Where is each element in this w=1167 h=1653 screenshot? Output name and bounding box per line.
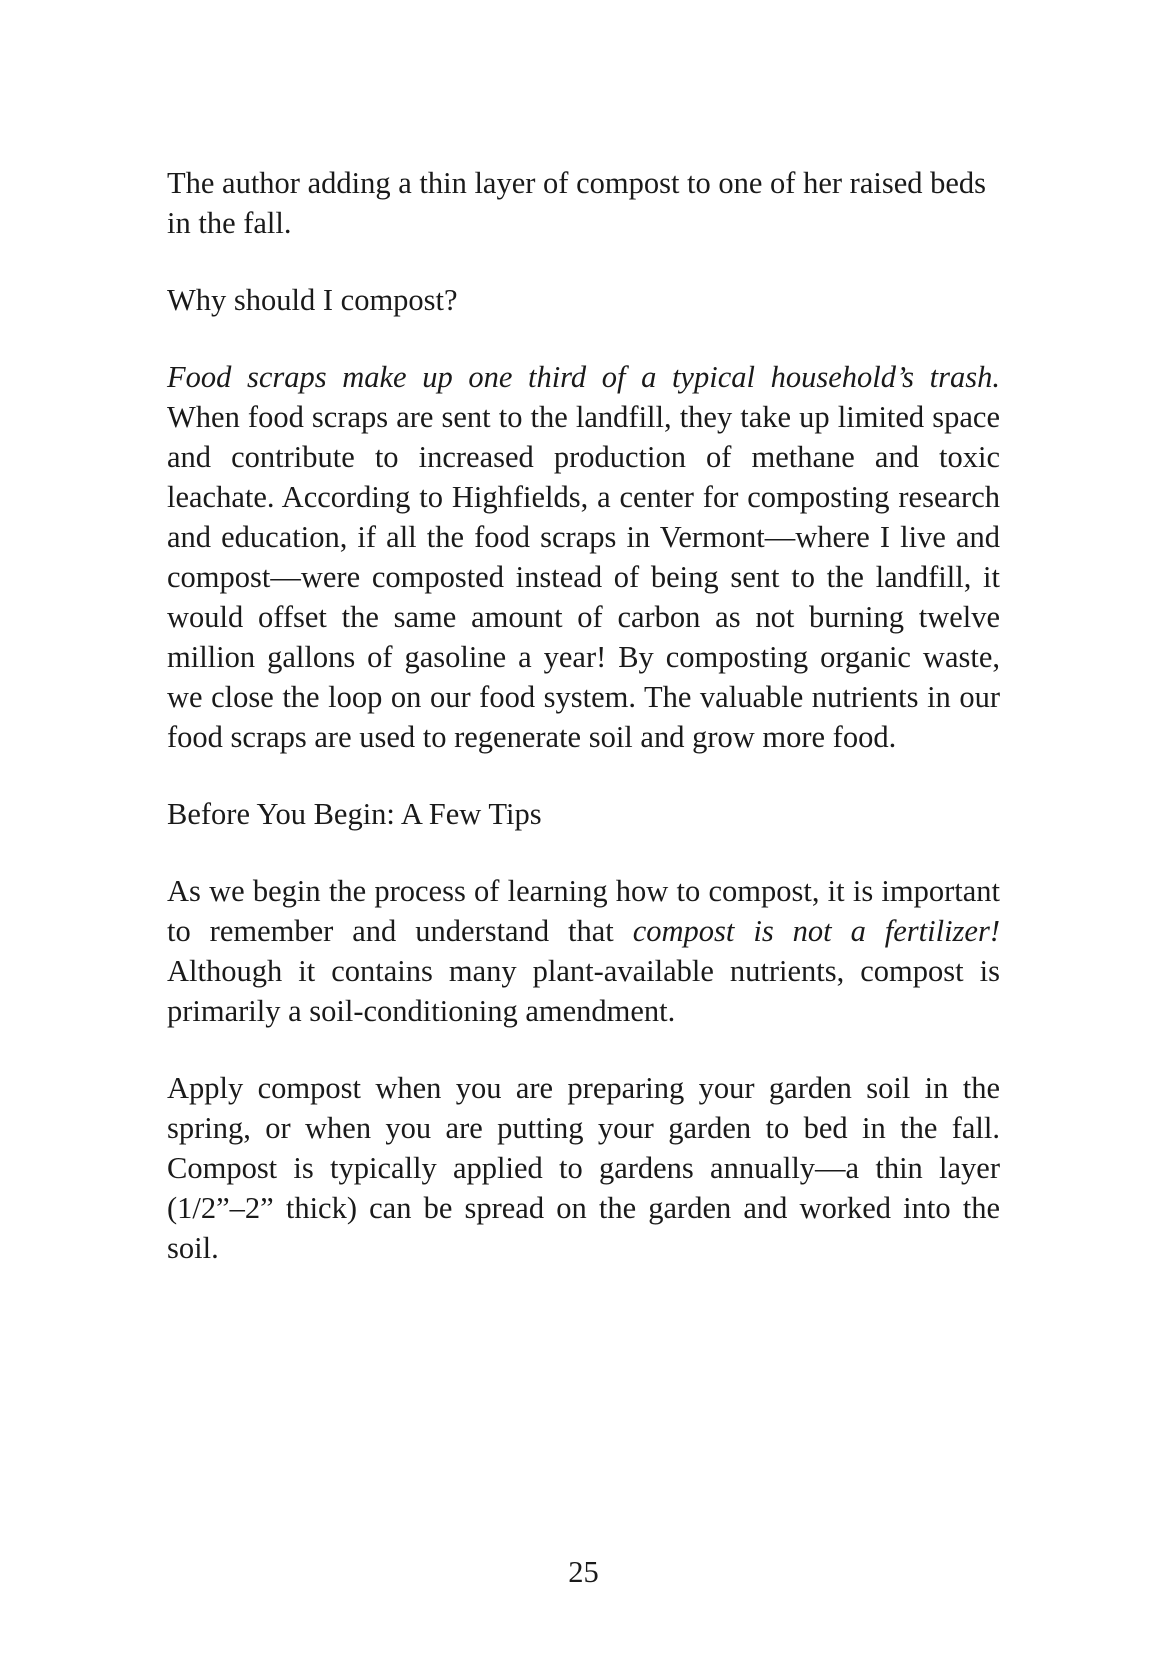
why-compost-paragraph (167, 357, 1000, 757)
page-body (167, 163, 1000, 1305)
section-heading-why-compost: Why should I compost? (167, 283, 458, 317)
photo-caption: The author adding a thin layer of compost to one of her raised beds in the fall. (167, 166, 987, 240)
tips-p1-end: Although it contains many plant-available nutrients, compost is primarily a soil-conditioning amendment. (167, 954, 1000, 1028)
why-compost-body: When food scraps are sent to the landfill, they take up limited space and contribute to increased production of methane and toxic leachate. According to Highfields, a center for composting research and education, if all the food scraps in Vermont—where I live and compost—were composted instead of being sent to the landfill, it would offset the same amount of carbon as not burning twelve million gallons of gasoline a year! By composting organic waste, we close the loop on our food system. The valuable nutrients in our food scraps are used to regenerate soil and grow more food. (167, 400, 1000, 754)
tips-p1-italic: compost is not a fertilizer! (632, 914, 1000, 948)
tips-paragraph-2: Apply compost when you are preparing your garden soil in the spring, or when you are putting your garden to bed in the fall. Compost is typically applied to gardens annually—a thin layer (1/2”–2” thick) can be spread on the garden and worked into the soil. (167, 1071, 1000, 1265)
tips-paragraph-1 (167, 871, 1000, 1031)
page-number: 25 (568, 1555, 599, 1589)
why-compost-italic-lead: Food scraps make up one third of a typical household’s trash. (167, 360, 1000, 394)
section-heading-tips: Before You Begin: A Few Tips (167, 797, 542, 831)
tips-p1-start: As we begin the process of learning how to compost, it is important to remember and understand that (167, 874, 1000, 948)
